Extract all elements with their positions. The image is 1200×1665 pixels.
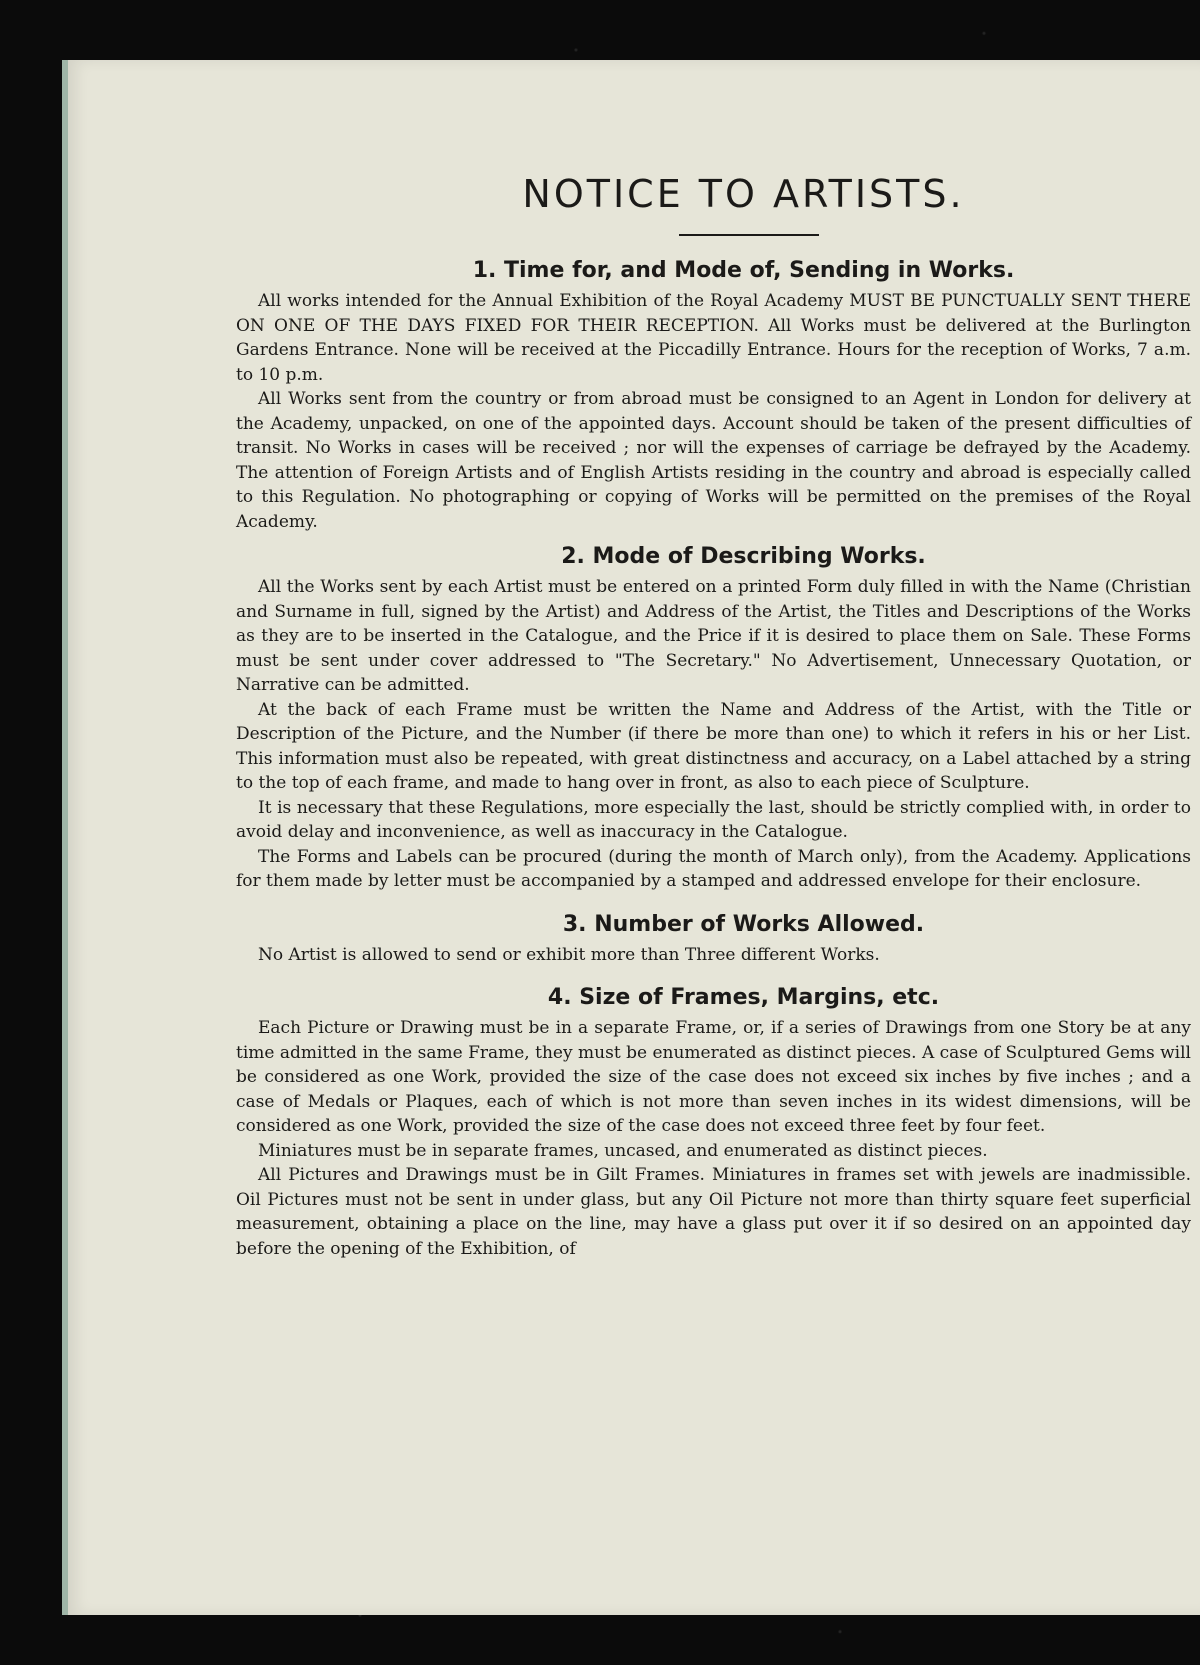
section-3-paragraph: No Artist is allowed to send or exhibit more than Three different Works. <box>258 944 880 965</box>
page-title: NOTICE TO ARTISTS. <box>522 172 965 216</box>
section-1-paragraph: All works intended for the Annual Exhibition of the Royal Academy MUST BE PUNCTUALLY SENT THERE ON ONE OF THE DAYS FIXED FOR THEIR RECEPTION. All Works must be delivered at the Burlington Gardens Entrance. None will be received at the Piccadilly Entrance. Hours for the reception of Works, 7 a.m. to 10 p.m. <box>236 291 1191 385</box>
section-2-paragraph: At the back of each Frame must be written the Name and Address of the Artist, with the Title or Description of the Picture, and the Number (if there be more than one) to which it refers in his or her List. This information must also be repeated, with great distinctness and accuracy, on a Label attached by a string to the top of each frame, and made to hang over in front, as also to each piece of Sculpture. <box>236 699 1191 793</box>
notice-content <box>236 172 1191 1261</box>
section-4-paragraph: All Pictures and Drawings must be in Gilt Frames. Miniatures in frames set with jewels are inadmissible. Oil Pictures must not be sent in under glass, but any Oil Picture not more than thirty square feet superficial measurement, obtaining a place on the line, may have a glass put over it if so desired on an appointed day before the opening of the Exhibition, of <box>236 1165 1191 1259</box>
section-2-paragraph: The Forms and Labels can be procured (during the month of March only), from the Academy. Applications for them made by letter must be accompanied by a stamped and addressed envelope for their enclosure. <box>236 846 1191 891</box>
section-heading-2: 2. Mode of Describing Works. <box>561 544 926 569</box>
section-2-paragraph: It is necessary that these Regulations, more especially the last, should be strictly complied with, in order to avoid delay and inconvenience, as well as inaccuracy in the Catalogue. <box>236 797 1191 842</box>
section-heading-3: 3. Number of Works Allowed. <box>562 911 925 937</box>
section-1-paragraph: All Works sent from the country or from abroad must be consigned to an Agent in London for delivery at the Academy, unpacked, on one of the appointed days. Account should be taken of the present difficulties of transit. No Works in cases will be received ; nor will the expenses of carriage be defrayed by the Academy. The attention of Foreign Artists and of English Artists residing in the country and abroad is especially called to this Regulation. No photographing or copying of Works will be permitted on the premises of the Royal Academy. <box>236 389 1191 532</box>
page-sheet <box>62 60 1200 1615</box>
section-4-paragraph: Each Picture or Drawing must be in a separate Frame, or, if a series of Drawings from one Story be at any time admitted in the same Frame, they must be enumerated as distinct pieces. A case of Sculptured Gems will be considered as one Work, provided the size of the case does not exceed six inches by five inches ; and a case of Medals or Plaques, each of which is not more than seven inches in its widest dimensions, will be considered as one Work, provided the size of the case does not exceed three feet by four feet. <box>236 1018 1191 1136</box>
section-4-paragraph: Miniatures must be in separate frames, uncased, and enumerated as distinct pieces. <box>258 1140 988 1161</box>
section-heading-4: 4. Size of Frames, Margins, etc. <box>547 985 940 1010</box>
section-2-paragraph: All the Works sent by each Artist must be entered on a printed Form duly filled in with the Name (Christian and Surname in full, signed by the Artist) and Address of the Artist, the Titles and Descriptions of the Works as they are to be inserted in the Catalogue, and the Price if it is desired to place them on Sale. These Forms must be sent under cover addressed to "The Secretary." No Advertisement, Unnecessary Quotation, or Narrative can be admitted. <box>236 577 1191 695</box>
title-rule <box>679 234 819 236</box>
section-heading-1: 1. Time for, and Mode of, Sending in Works. <box>472 258 1015 283</box>
